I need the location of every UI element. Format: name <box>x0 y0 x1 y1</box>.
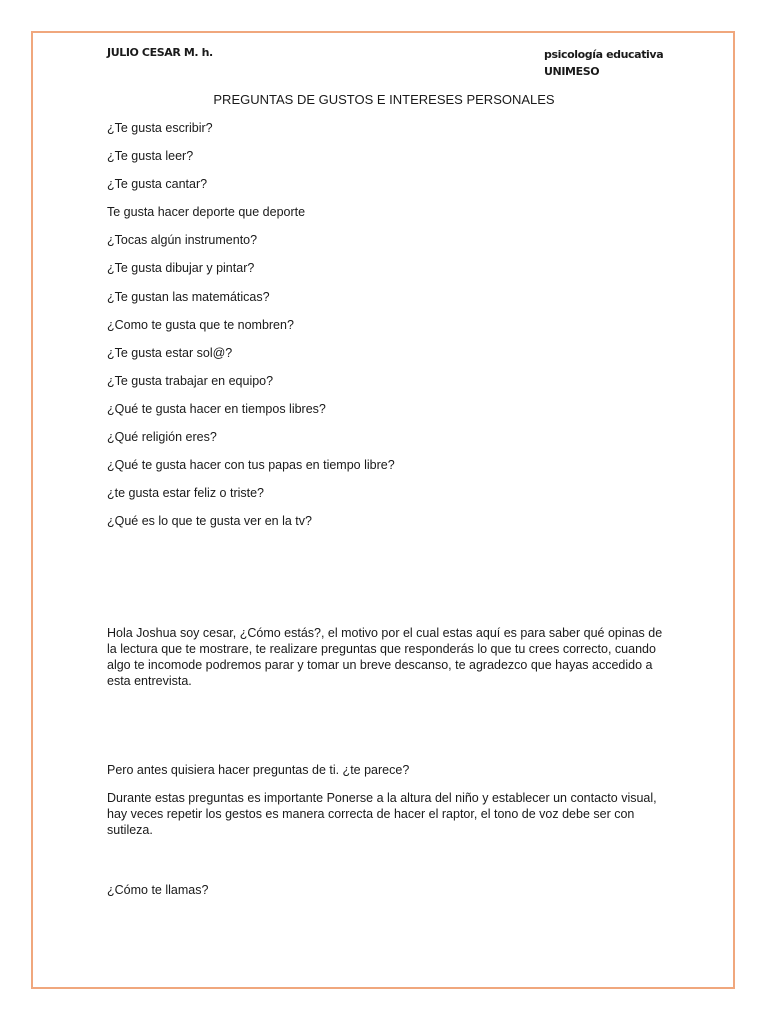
question-item: ¿Te gusta escribir? <box>107 121 213 135</box>
question-item: ¿Te gusta trabajar en equipo? <box>107 373 274 388</box>
institution-name: UNIMESO <box>544 65 600 78</box>
author-name: JULIO CESAR M. h. <box>107 46 213 59</box>
question-item: Te gusta hacer deporte que deporte <box>107 205 306 220</box>
header-right <box>544 46 663 80</box>
final-question: ¿Cómo te llamas? <box>107 883 209 897</box>
question-item: ¿Como te gusta que te nombren? <box>107 317 294 332</box>
question-item: ¿Te gusta estar sol@? <box>107 345 233 360</box>
question-item: ¿Qué es lo que te gusta ver en la tv? <box>107 514 312 529</box>
guidance-paragraph: Durante estas preguntas es importante Ponerse a la altura del niño y establecer un contacto visual, hay veces repetir los gestos es manera correcta de hacer el raptor, el tono de voz debe ser con sutileza. <box>107 791 657 837</box>
question-item: ¿Te gustan las matemáticas? <box>107 289 270 304</box>
subject-name: psicología educativa <box>544 48 664 61</box>
question-item: ¿te gusta estar feliz o triste? <box>107 486 265 501</box>
intro-paragraph: Hola Joshua soy cesar, ¿Cómo estás?, el motivo por el cual estas aquí es para saber qué opinas de la lectura que te mostrare, te realizare preguntas que responderás lo que tu crees correcto, cuando algo te incomode podremos parar y tomar un breve descanso, te agradezco que hayas accedido a esta entrevista. <box>107 626 663 688</box>
question-item: ¿Qué te gusta hacer en tiempos libres? <box>107 401 326 416</box>
question-item: ¿Te gusta dibujar y pintar? <box>107 261 255 276</box>
question-list <box>107 120 395 541</box>
question-item: ¿Qué te gusta hacer con tus papas en tiempo libre? <box>107 458 395 473</box>
document-title: PREGUNTAS DE GUSTOS E INTERESES PERSONALES <box>213 92 555 107</box>
before-question: Pero antes quisiera hacer preguntas de ti. ¿te parece? <box>107 763 410 777</box>
question-item: ¿Te gusta leer? <box>107 149 194 164</box>
question-item: ¿Qué religión eres? <box>107 430 217 445</box>
question-item: ¿Te gusta cantar? <box>107 177 208 192</box>
question-item: ¿Tocas algún instrumento? <box>107 233 258 248</box>
